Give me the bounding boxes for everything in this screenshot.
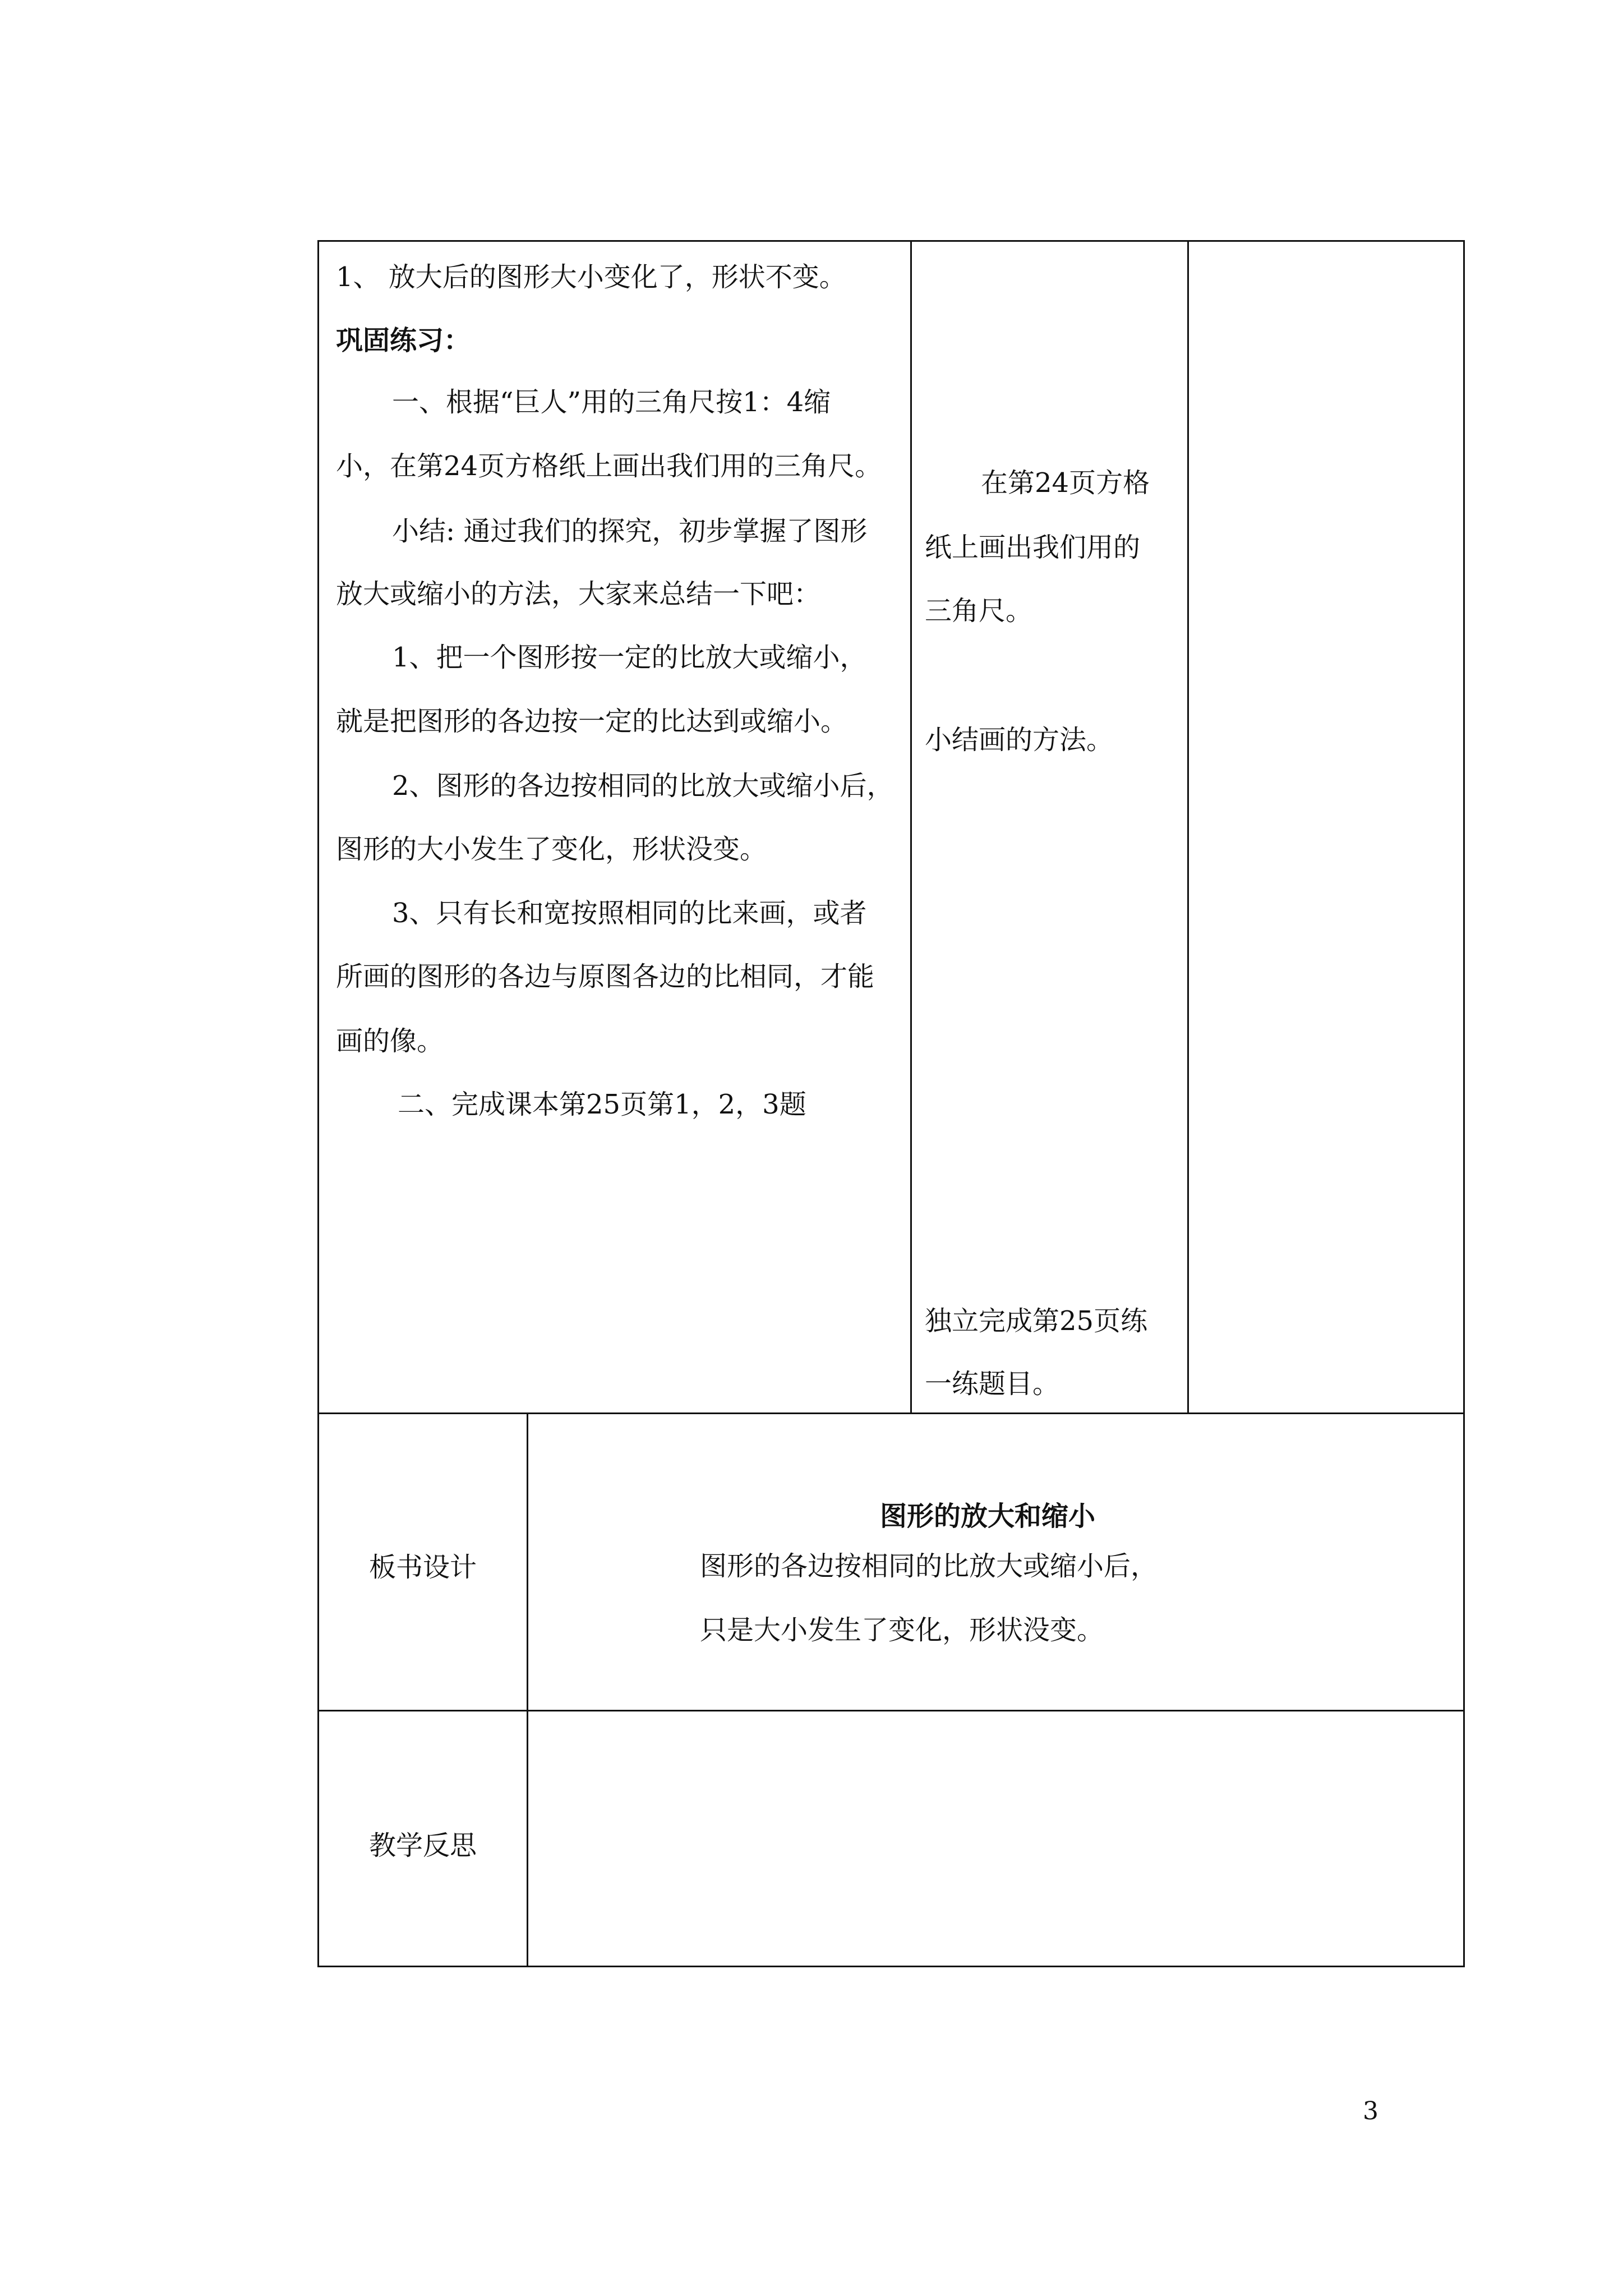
teaching-reflection-row [317, 1711, 1465, 1967]
teaching-reflection-label: 教学反思 [368, 1830, 477, 1861]
text-line: 2、图形的各边按相同的比放大或缩小后， [392, 770, 894, 802]
text-line: 所画的图形的各边与原图各边的比相同，才能 [336, 961, 875, 992]
text-line: 1、把一个图形按一定的比放大或缩小， [392, 642, 867, 673]
teacher-activity-cell [336, 242, 902, 1412]
board-design-title: 图形的放大和缩小 [880, 1501, 1096, 1532]
column-divider [1187, 242, 1189, 1412]
text-line: 小结: 通过我们的探究，初步掌握了图形 [392, 516, 868, 547]
board-design-line: 只是大小发生了变化，形状没变。 [700, 1614, 1104, 1646]
page-number: 3 [1363, 2097, 1378, 2125]
lesson-process-table [317, 240, 1465, 1414]
text-line: 图形的大小发生了变化，形状没变。 [336, 834, 767, 865]
section-heading: 巩固练习： [336, 325, 471, 356]
column-divider [527, 1414, 528, 1710]
text-line: 放大或缩小的方法，大家来总结一下吧： [336, 578, 821, 610]
text-line: 画的像。 [336, 1025, 444, 1057]
text-line: 3、只有长和宽按照相同的比来画，或者 [392, 898, 867, 929]
text-line: 在第24页方格 [981, 467, 1150, 499]
text-line: 一、根据“巨人”用的三角尺按1：4缩 [392, 386, 831, 418]
board-design-row [317, 1414, 1465, 1711]
text-line: 就是把图形的各边按一定的比达到或缩小。 [336, 706, 848, 737]
board-design-line: 图形的各边按相同的比放大或缩小后， [700, 1550, 1158, 1582]
board-design-label: 板书设计 [368, 1552, 477, 1583]
text-line: 一练题目。 [925, 1368, 1060, 1400]
text-line: 独立完成第25页练 [925, 1305, 1148, 1337]
text-line: 1、 放大后的图形大小变化了，形状不变。 [336, 261, 846, 293]
text-line: 小结画的方法。 [925, 724, 1114, 756]
student-activity-cell [910, 242, 1179, 1412]
text-line: 小，在第24页方格纸上画出我们用的三角尺。 [336, 450, 882, 482]
text-line: 三角尺。 [925, 595, 1033, 627]
column-divider [527, 1711, 528, 1966]
text-line: 二、完成课本第25页第1，2，3题 [398, 1089, 806, 1120]
text-line: 纸上画出我们用的 [925, 532, 1141, 563]
